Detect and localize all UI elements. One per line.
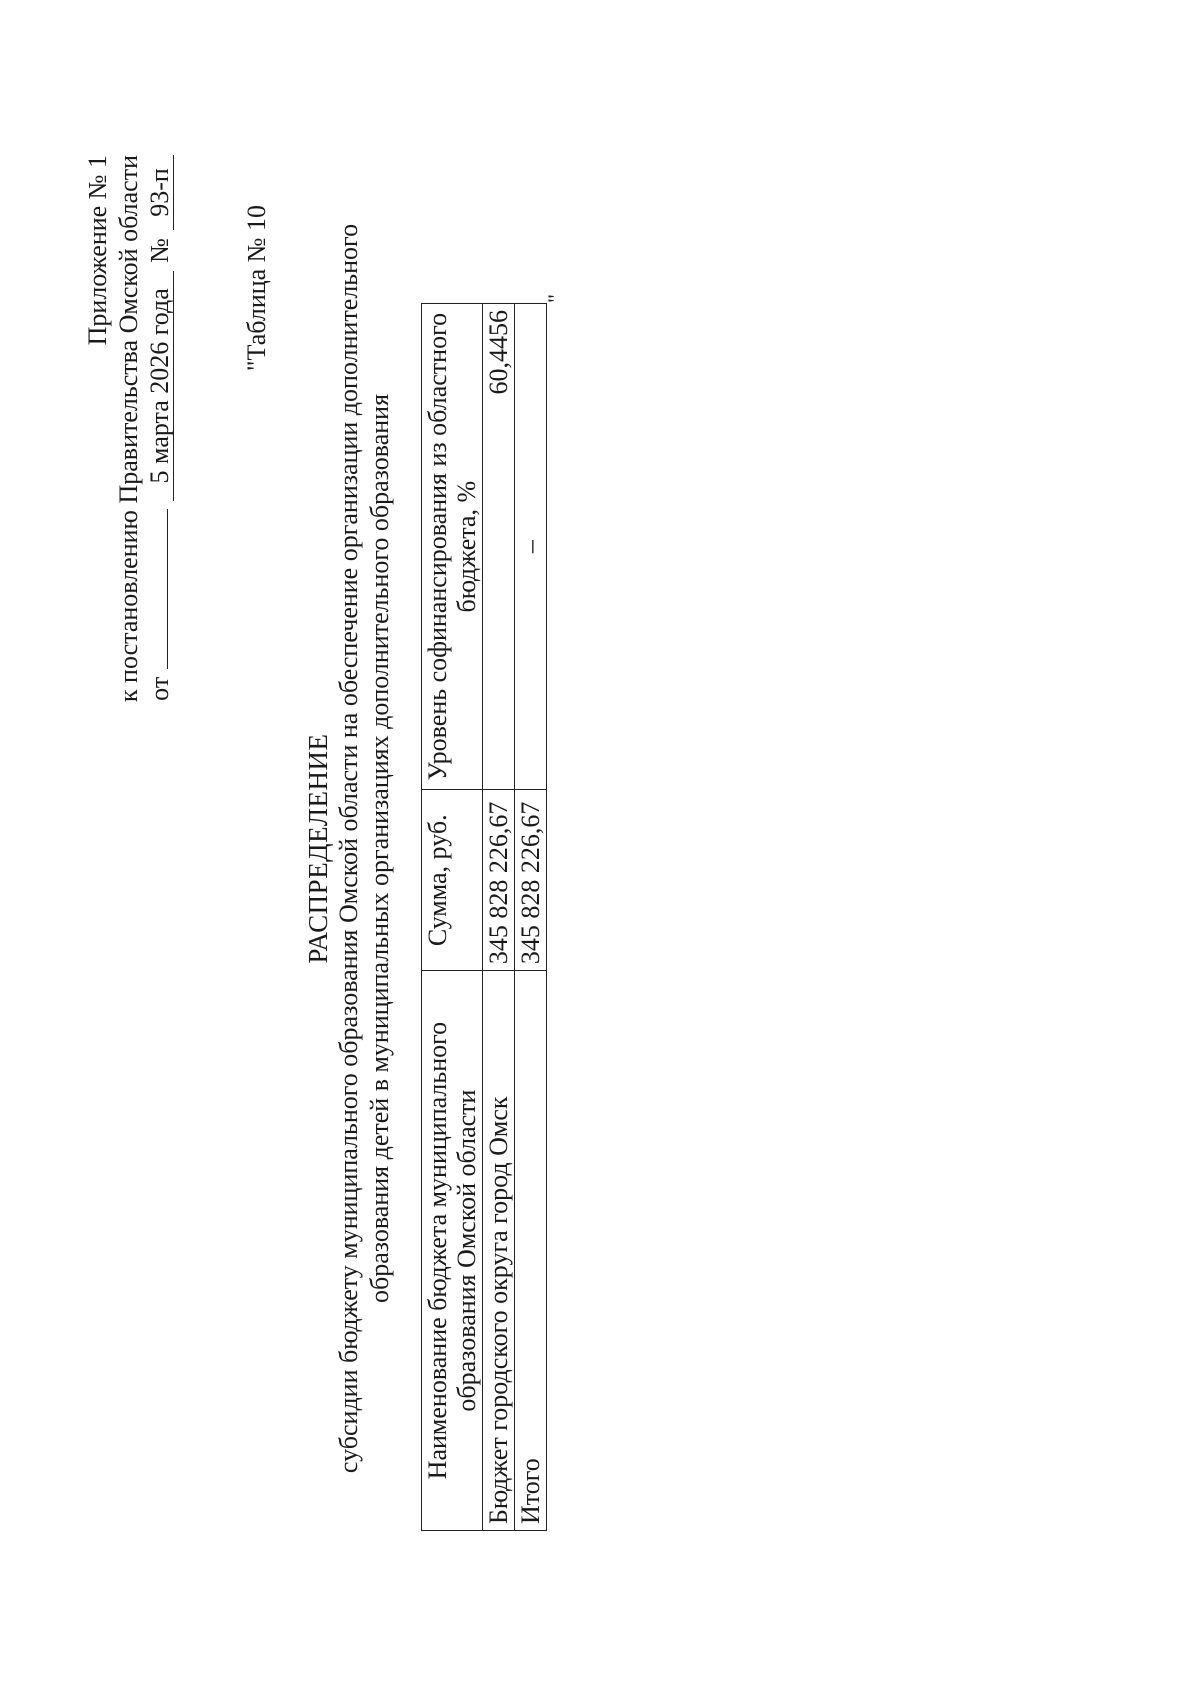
document-subtitle: субсидии бюджету муниципального образования Омской области на обеспечение организации дополнительного образования детей в муниципальных организациях дополнительного образования — [334, 223, 394, 1474]
table-header-row — [422, 304, 483, 1531]
document-heading: РАСПРЕДЕЛЕНИЕ — [303, 733, 333, 964]
appendix-resolution-line: к постановлению Правительства Омской области — [114, 155, 143, 703]
appendix-date-row — [144, 155, 175, 715]
header-municipal-budget: Наименование бюджета муниципального образования Омской области — [422, 971, 483, 1531]
table-label: "Таблица № 10 — [242, 205, 271, 372]
closing-quote: " — [543, 294, 568, 303]
header-cofinancing-level: Уровень софинансирования из областного бюджета, % — [422, 304, 483, 790]
table-total-row — [515, 304, 547, 1531]
cell-total-label: Итого — [515, 971, 547, 1531]
cell-amount: 345 828 226,67 — [483, 790, 515, 971]
cell-total-amount: 345 828 226,67 — [515, 790, 547, 971]
cell-cofinancing: 60,4456 — [483, 304, 515, 790]
cell-budget-name: Бюджет городского округа город Омск — [483, 971, 515, 1531]
appendix-number: 93-п — [147, 155, 174, 230]
cell-total-cofinancing: – — [515, 304, 547, 790]
appendix-header — [82, 155, 175, 715]
appendix-date: 5 марта 2026 года — [147, 271, 174, 501]
header-amount: Сумма, руб. — [422, 790, 483, 971]
appendix-title: Приложение № 1 — [83, 155, 112, 346]
table-row — [483, 304, 515, 1531]
distribution-table — [421, 303, 547, 1531]
appendix-number-label: № — [145, 238, 174, 263]
appendix-from-label: от — [145, 676, 174, 701]
appendix-blank-line — [167, 509, 168, 669]
